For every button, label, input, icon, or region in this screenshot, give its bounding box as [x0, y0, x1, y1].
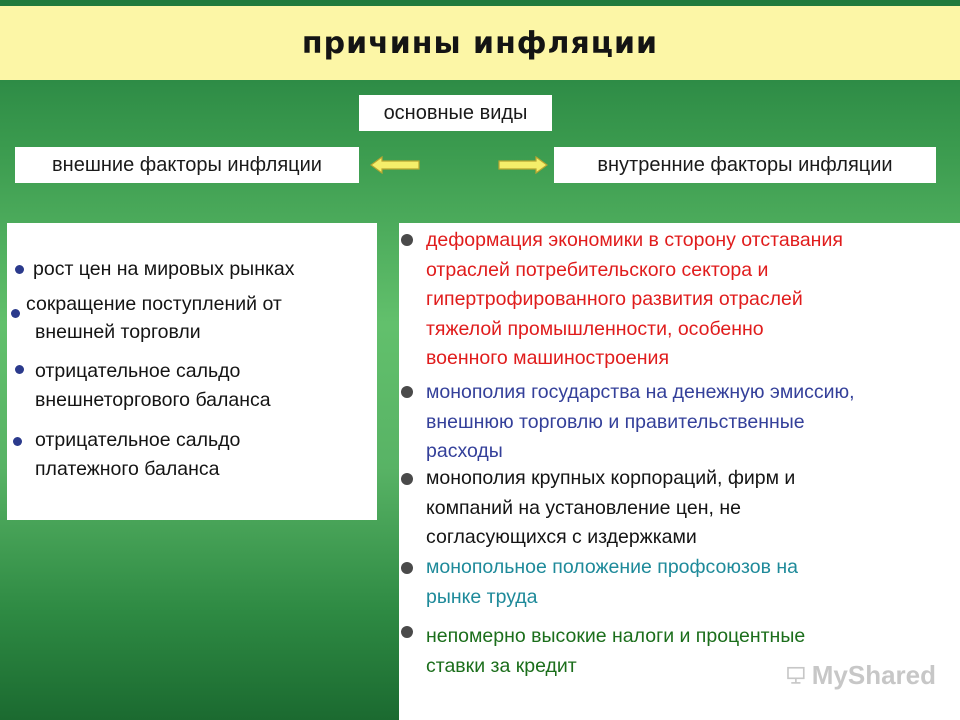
bullet-icon	[15, 365, 24, 374]
presentation-icon	[786, 661, 806, 689]
internal-item-3: монополия крупных корпораций, фирм и компаний на установление цен, не согласующихся с издержками	[426, 467, 796, 548]
bullet-icon	[401, 473, 413, 485]
external-item-4-line-2: платежного баланса	[35, 458, 220, 480]
main-types-box: основные виды	[359, 95, 552, 131]
external-item-2-line-2: внешней торговли	[35, 321, 201, 343]
internal-factors-box: внутренние факторы инфляции	[554, 147, 936, 183]
bullet-icon	[11, 309, 20, 318]
bullet-icon	[401, 386, 413, 398]
external-factors-panel	[7, 223, 377, 520]
internal-item-4: монопольное положение профсоюзов на рынке труда	[426, 556, 798, 608]
arrow-right-icon	[498, 156, 548, 174]
external-item-3-line-2: внешнеторгового баланса	[35, 389, 271, 411]
title-bar	[0, 6, 960, 80]
bullet-icon	[13, 437, 22, 446]
external-factors-box: внешние факторы инфляции	[15, 147, 359, 183]
bullet-icon	[401, 234, 413, 246]
arrow-left-icon	[370, 156, 420, 174]
external-item-3-line-1: отрицательное сальдо	[35, 360, 241, 382]
external-item-1: рост цен на мировых рынках	[33, 258, 295, 280]
external-item-2-line-1: сокращение поступлений от	[26, 293, 282, 315]
internal-item-1: деформация экономики в сторону отставания отраслей потребительского сектора и гипертрофированного развития отраслей тяжелой промышленности, особенно военного машиностроения	[426, 229, 843, 369]
internal-item-5: непомерно высокие налоги и процентные ставки за кредит	[426, 625, 806, 677]
external-item-4-line-1: отрицательное сальдо	[35, 429, 241, 451]
internal-item-2: монополия государства на денежную эмиссию, внешнюю торговлю и правительственные расходы	[426, 381, 855, 462]
internal-factors-panel	[399, 223, 960, 720]
bullet-icon	[15, 265, 24, 274]
watermark	[786, 658, 936, 692]
watermark-text: MyShared	[811, 659, 936, 690]
page-title: причины инфляции	[301, 25, 659, 61]
bullet-icon	[401, 562, 413, 574]
bullet-icon	[401, 626, 413, 638]
